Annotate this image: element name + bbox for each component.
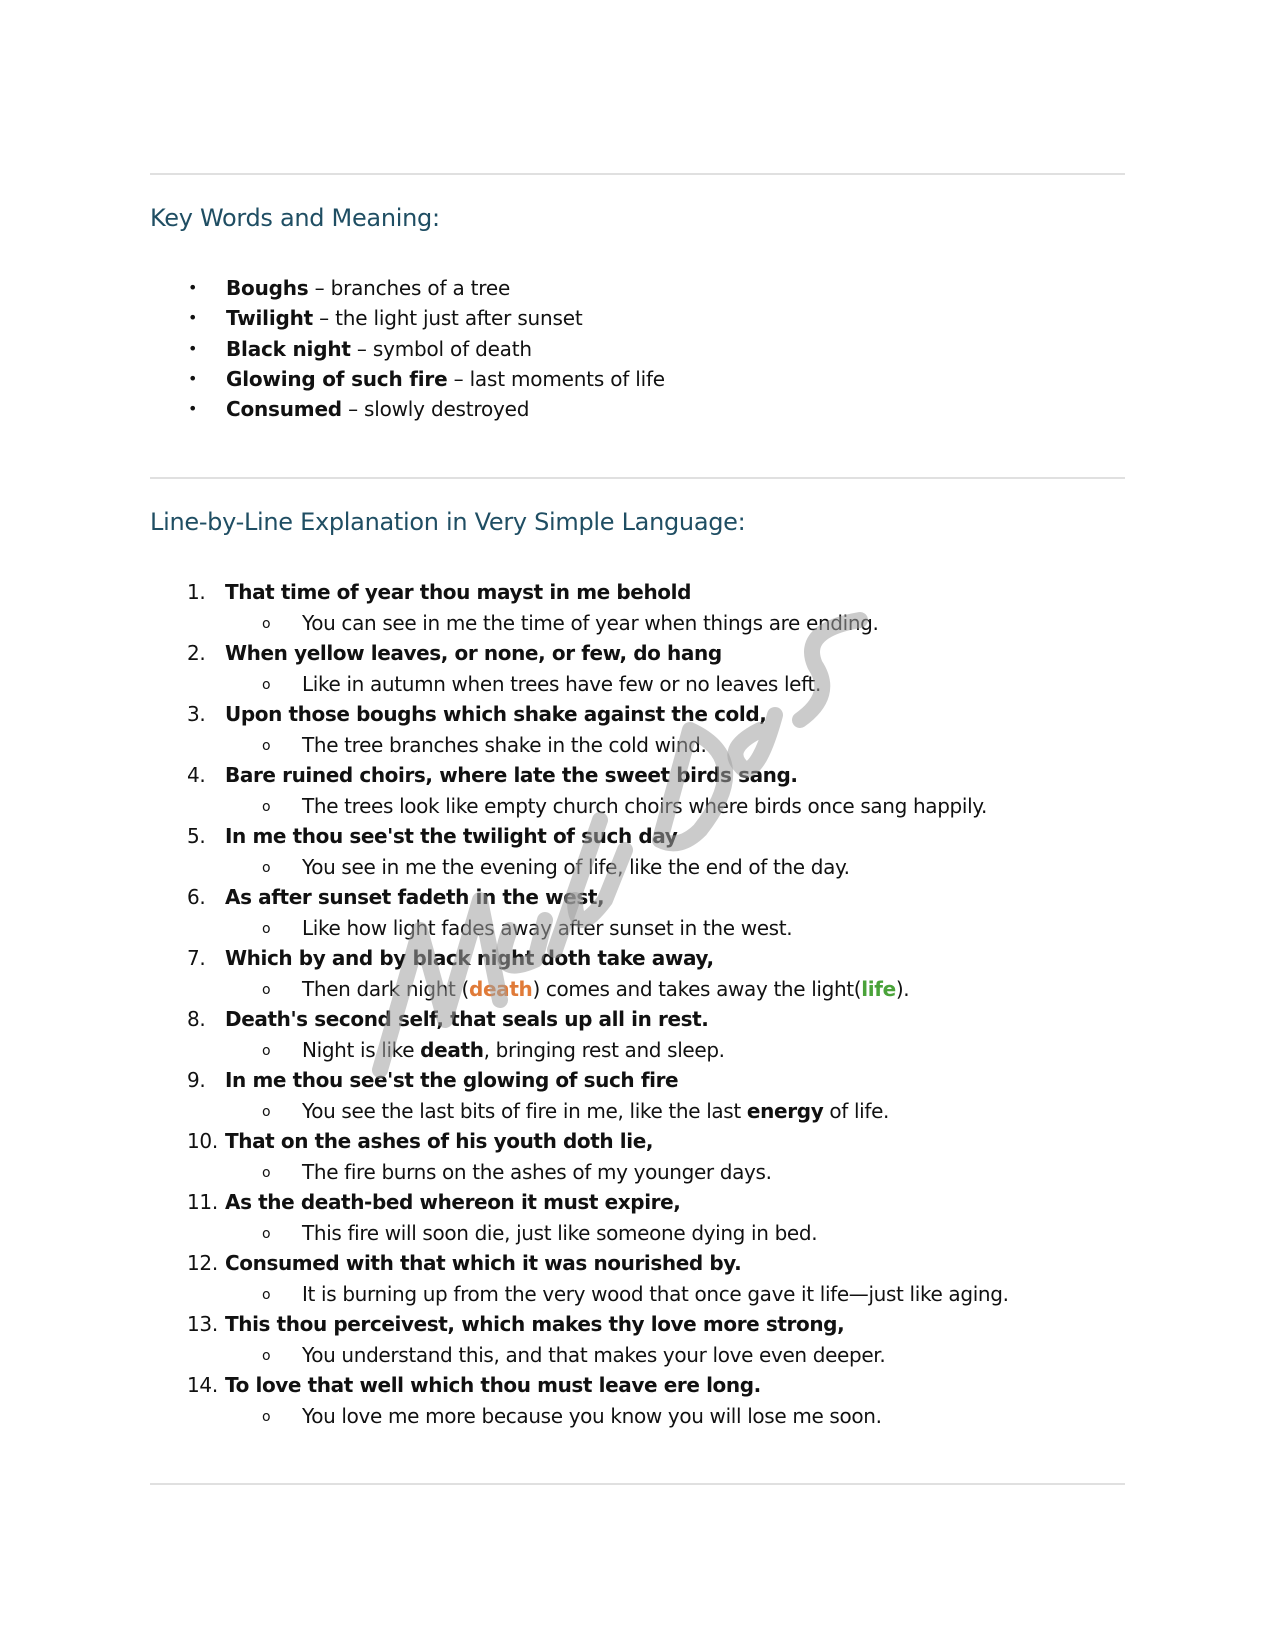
key-word-text: [226, 303, 582, 333]
meaning-text: of life.: [823, 1098, 890, 1123]
meaning-text: Then dark night (: [302, 976, 469, 1001]
hollow-bullet-icon: o: [262, 1286, 271, 1303]
item-number: 14.: [187, 1373, 218, 1397]
hollow-bullet-icon: o: [262, 676, 271, 693]
poem-line: Death's second self, that seals up all in rest.: [225, 1007, 709, 1031]
item-number: 12.: [187, 1251, 218, 1275]
line-meaning: You can see in me the time of year when things are ending.: [302, 610, 879, 635]
line-meaning: [302, 1096, 889, 1127]
line-meaning: Like in autumn when trees have few or no leaves left.: [302, 671, 821, 696]
item-number: 3.: [187, 702, 206, 726]
bold-keyword: energy: [746, 1098, 824, 1123]
hollow-bullet-icon: o: [262, 920, 271, 937]
poem-line: Which by and by black night doth take away,: [225, 946, 714, 970]
key-word-meaning: – slowly destroyed: [341, 397, 530, 422]
poem-line: In me thou see'st the glowing of such fire: [225, 1068, 679, 1092]
hollow-bullet-icon: o: [262, 615, 271, 632]
top-divider: [150, 173, 1125, 175]
bullet-icon: •: [188, 368, 198, 388]
item-number: 13.: [187, 1312, 218, 1336]
item-number: 1.: [187, 580, 206, 604]
line-meaning: The fire burns on the ashes of my younger days.: [302, 1159, 772, 1184]
item-number: 8.: [187, 1007, 206, 1031]
line-meaning: It is burning up from the very wood that once gave it life—just like aging.: [302, 1281, 1009, 1306]
item-number: 2.: [187, 641, 206, 665]
key-word-text: [226, 334, 532, 364]
poem-line: That on the ashes of his youth doth lie,: [225, 1129, 654, 1153]
poem-line: As the death-bed whereon it must expire,: [225, 1190, 681, 1214]
key-word-term: Glowing of such fire: [226, 366, 448, 391]
bullet-icon: •: [188, 308, 198, 328]
highlight-death: death: [469, 976, 533, 1001]
item-number: 4.: [187, 763, 206, 787]
key-word-meaning: – the light just after sunset: [313, 306, 583, 331]
key-word-term: Boughs: [226, 276, 309, 300]
highlight-life: life: [861, 976, 896, 1001]
hollow-bullet-icon: o: [262, 737, 271, 754]
key-words-heading: Key Words and Meaning:: [150, 204, 440, 232]
poem-line: To love that well which thou must leave ere long.: [225, 1373, 761, 1397]
meaning-text: Night is like: [302, 1037, 421, 1062]
hollow-bullet-icon: o: [262, 1042, 271, 1059]
poem-line: When yellow leaves, or none, or few, do hang: [225, 641, 722, 665]
line-meaning: You understand this, and that makes your love even deeper.: [302, 1342, 886, 1367]
bottom-divider: [150, 1483, 1125, 1485]
meaning-text: ).: [895, 976, 910, 1001]
hollow-bullet-icon: o: [262, 1408, 271, 1425]
key-word-term: Consumed: [226, 397, 342, 422]
hollow-bullet-icon: o: [262, 859, 271, 876]
bullet-icon: •: [188, 338, 198, 358]
line-meaning: You see in me the evening of life, like the end of the day.: [302, 854, 850, 879]
hollow-bullet-icon: o: [262, 1103, 271, 1120]
poem-line: As after sunset fadeth in the west,: [225, 885, 605, 909]
poem-line: In me thou see'st the twilight of such day: [225, 824, 678, 848]
key-word-meaning: – last moments of life: [447, 366, 665, 391]
key-word-text: [226, 364, 665, 394]
meaning-text: , bringing rest and sleep.: [483, 1037, 725, 1062]
meaning-text: You see the last bits of fire in me, like the last: [302, 1098, 747, 1123]
bold-keyword: death: [420, 1037, 484, 1062]
item-number: 9.: [187, 1068, 206, 1092]
poem-line: Upon those boughs which shake against the cold,: [225, 702, 767, 726]
line-meaning: This fire will soon die, just like someone dying in bed.: [302, 1220, 818, 1245]
item-number: 6.: [187, 885, 206, 909]
key-word-term: Twilight: [226, 306, 314, 331]
line-meaning: [302, 1035, 725, 1066]
key-word-text: [226, 273, 510, 303]
meaning-text: ) comes and takes away the light(: [532, 976, 862, 1001]
poem-line: That time of year thou mayst in me behold: [225, 580, 691, 604]
hollow-bullet-icon: o: [262, 1164, 271, 1181]
poem-line: Consumed with that which it was nourished by.: [225, 1251, 742, 1275]
poem-line: This thou perceivest, which makes thy love more strong,: [225, 1312, 845, 1336]
middle-divider: [150, 477, 1125, 479]
line-meaning: The tree branches shake in the cold wind.: [302, 732, 707, 757]
key-word-meaning: – branches of a tree: [308, 276, 511, 300]
bullet-icon: •: [188, 399, 198, 419]
bullet-icon: •: [188, 278, 198, 297]
line-meaning: Like how light fades away after sunset in the west.: [302, 915, 793, 940]
hollow-bullet-icon: o: [262, 1347, 271, 1364]
item-number: 11.: [187, 1190, 218, 1214]
explanation-heading: Line-by-Line Explanation in Very Simple Language:: [150, 508, 746, 536]
key-word-term: Black night: [226, 336, 351, 361]
item-number: 5.: [187, 824, 206, 848]
key-word-text: [226, 394, 529, 424]
hollow-bullet-icon: o: [262, 798, 271, 815]
item-number: 7.: [187, 946, 206, 970]
hollow-bullet-icon: o: [262, 981, 271, 998]
line-meaning: The trees look like empty church choirs where birds once sang happily.: [302, 793, 987, 818]
item-number: 10.: [187, 1129, 218, 1153]
line-meaning: You love me more because you know you will lose me soon.: [302, 1403, 882, 1428]
line-meaning: [302, 974, 909, 1005]
hollow-bullet-icon: o: [262, 1225, 271, 1242]
key-word-meaning: – symbol of death: [350, 336, 532, 361]
poem-line: Bare ruined choirs, where late the sweet birds sang.: [225, 763, 798, 787]
